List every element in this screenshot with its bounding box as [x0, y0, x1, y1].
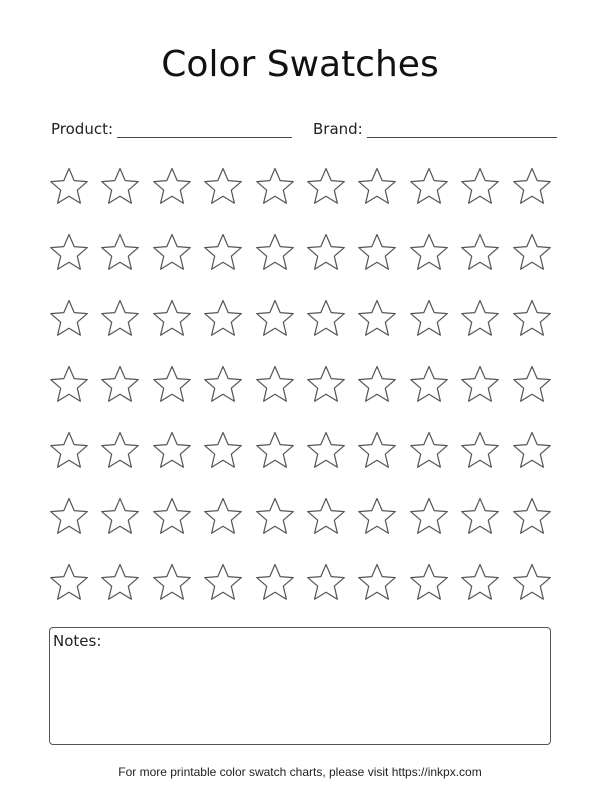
footer-text: For more printable color swatch charts, please visit https://inkpx.com — [118, 765, 482, 779]
star-icon — [460, 299, 500, 338]
product-field — [51, 120, 292, 138]
brand-field — [313, 120, 557, 138]
star-icon — [255, 431, 295, 470]
star-icon — [255, 497, 295, 536]
star-icon — [512, 365, 552, 404]
swatch-row — [49, 167, 551, 206]
star-icon — [460, 365, 500, 404]
star-icon — [460, 497, 500, 536]
notes-label: Notes: — [53, 632, 102, 650]
star-icon — [100, 497, 140, 536]
star-icon — [409, 497, 449, 536]
star-icon — [255, 563, 295, 602]
star-icon — [409, 365, 449, 404]
star-icon — [306, 563, 346, 602]
star-icon — [152, 233, 192, 272]
star-icon — [512, 167, 552, 206]
star-icon — [152, 167, 192, 206]
notes-box — [49, 627, 551, 745]
star-icon — [49, 497, 89, 536]
star-icon — [49, 299, 89, 338]
star-icon — [512, 233, 552, 272]
star-icon — [306, 167, 346, 206]
star-icon — [203, 167, 243, 206]
star-icon — [409, 431, 449, 470]
star-icon — [203, 563, 243, 602]
product-write-line — [117, 121, 292, 138]
star-icon — [100, 431, 140, 470]
star-icon — [512, 497, 552, 536]
star-icon — [152, 563, 192, 602]
star-icon — [100, 365, 140, 404]
star-icon — [306, 431, 346, 470]
star-icon — [357, 365, 397, 404]
star-icon — [357, 563, 397, 602]
star-icon — [49, 365, 89, 404]
star-icon — [255, 233, 295, 272]
star-icon — [460, 167, 500, 206]
star-icon — [100, 233, 140, 272]
swatch-row — [49, 233, 551, 272]
star-icon — [512, 431, 552, 470]
star-icon — [49, 563, 89, 602]
swatch-row — [49, 299, 551, 338]
swatch-row — [49, 497, 551, 536]
page-title: Color Swatches — [161, 44, 439, 85]
star-icon — [306, 365, 346, 404]
star-icon — [49, 167, 89, 206]
star-icon — [357, 431, 397, 470]
star-icon — [512, 563, 552, 602]
star-icon — [306, 497, 346, 536]
brand-write-line — [367, 121, 557, 138]
star-icon — [460, 431, 500, 470]
star-icon — [409, 167, 449, 206]
star-icon — [409, 299, 449, 338]
star-icon — [203, 431, 243, 470]
star-icon — [100, 299, 140, 338]
star-icon — [203, 299, 243, 338]
star-icon — [152, 431, 192, 470]
star-icon — [512, 299, 552, 338]
star-icon — [203, 233, 243, 272]
star-icon — [203, 497, 243, 536]
star-icon — [357, 233, 397, 272]
star-icon — [306, 299, 346, 338]
star-icon — [460, 563, 500, 602]
star-icon — [255, 167, 295, 206]
brand-label: Brand: — [313, 120, 363, 138]
star-icon — [152, 299, 192, 338]
swatch-row — [49, 563, 551, 602]
star-icon — [152, 365, 192, 404]
star-icon — [460, 233, 500, 272]
star-icon — [255, 299, 295, 338]
star-icon — [100, 563, 140, 602]
star-icon — [49, 233, 89, 272]
star-icon — [203, 365, 243, 404]
star-icon — [100, 167, 140, 206]
star-icon — [357, 497, 397, 536]
star-icon — [306, 233, 346, 272]
star-icon — [409, 233, 449, 272]
star-icon — [357, 167, 397, 206]
product-label: Product: — [51, 120, 114, 138]
swatch-row — [49, 365, 551, 404]
star-icon — [255, 365, 295, 404]
swatch-row — [49, 431, 551, 470]
star-icon — [357, 299, 397, 338]
star-icon — [152, 497, 192, 536]
star-icon — [49, 431, 89, 470]
star-icon — [409, 563, 449, 602]
